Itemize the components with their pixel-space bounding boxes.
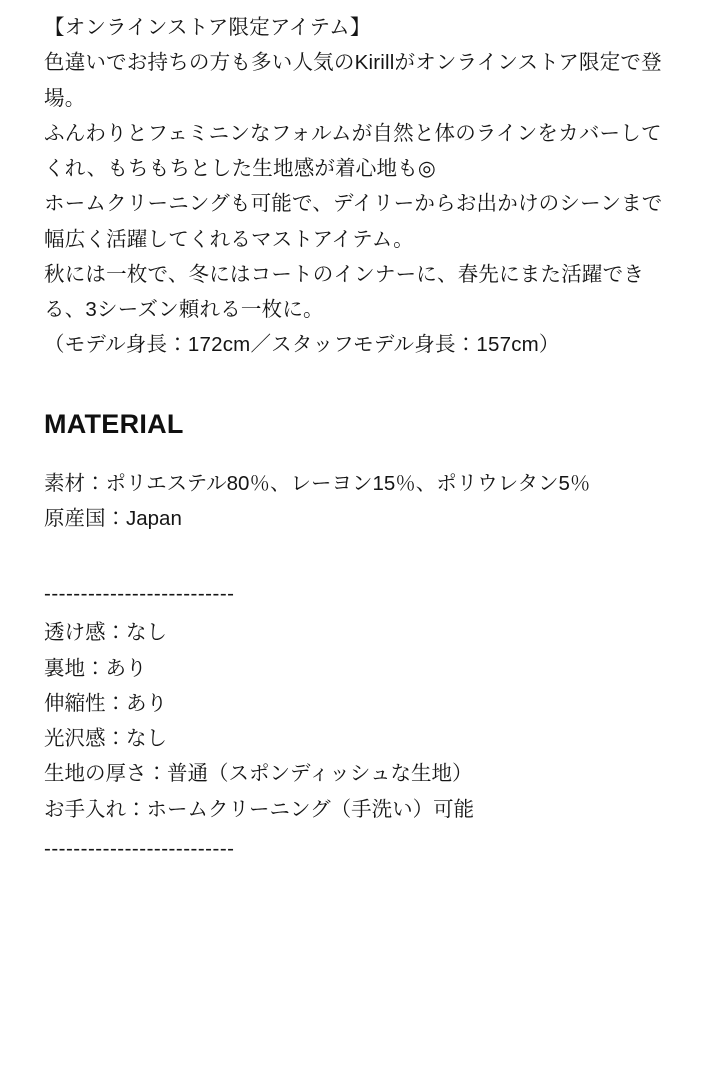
description-line-4: ホームクリーニングも可能で、デイリーからお出かけのシーンまで幅広く活躍してくれるマストアイテム。 — [44, 192, 663, 251]
spec-list — [44, 615, 669, 827]
material-block — [44, 466, 669, 537]
description-line-1: 【オンラインストア限定アイテム】 — [44, 16, 371, 39]
material-heading: MATERIAL — [44, 408, 184, 439]
description-line-2: 色違いでお持ちの方も多い人気のKirillがオンラインストア限定で登場。 — [44, 51, 662, 110]
material-line-composition: 素材：ポリエステル80％、レーヨン15％、ポリウレタン5％ — [44, 471, 591, 495]
list-item: 裏地：あり — [44, 656, 147, 680]
description-line-6: （モデル身長：172cm／スタッフモデル身長：157cm） — [44, 333, 560, 357]
list-item: 光沢感：なし — [44, 727, 167, 750]
list-item: お手入れ：ホームクリーニング（手洗い）可能 — [44, 797, 475, 821]
description-line-3: ふんわりとフェミニンなフォルムが自然と体のラインをカバーしてくれ、もちもちとした生地感が着心地も◎ — [44, 121, 662, 180]
divider-bottom: -------------------------- — [44, 836, 235, 860]
list-item: 透け感：なし — [44, 621, 167, 645]
list-item: 生地の厚さ：普通（スポンディッシュな生地） — [44, 762, 473, 786]
list-item: 伸縮性：あり — [44, 691, 167, 715]
spacer — [44, 536, 669, 576]
description-line-5: 秋には一枚で、冬にはコートのインナーに、春先にまた活躍できる、3シーズン頼れる一枚に。 — [44, 262, 645, 321]
divider-top: -------------------------- — [44, 582, 235, 605]
material-line-origin: 原産国：Japan — [44, 506, 182, 530]
description-block — [44, 10, 669, 363]
